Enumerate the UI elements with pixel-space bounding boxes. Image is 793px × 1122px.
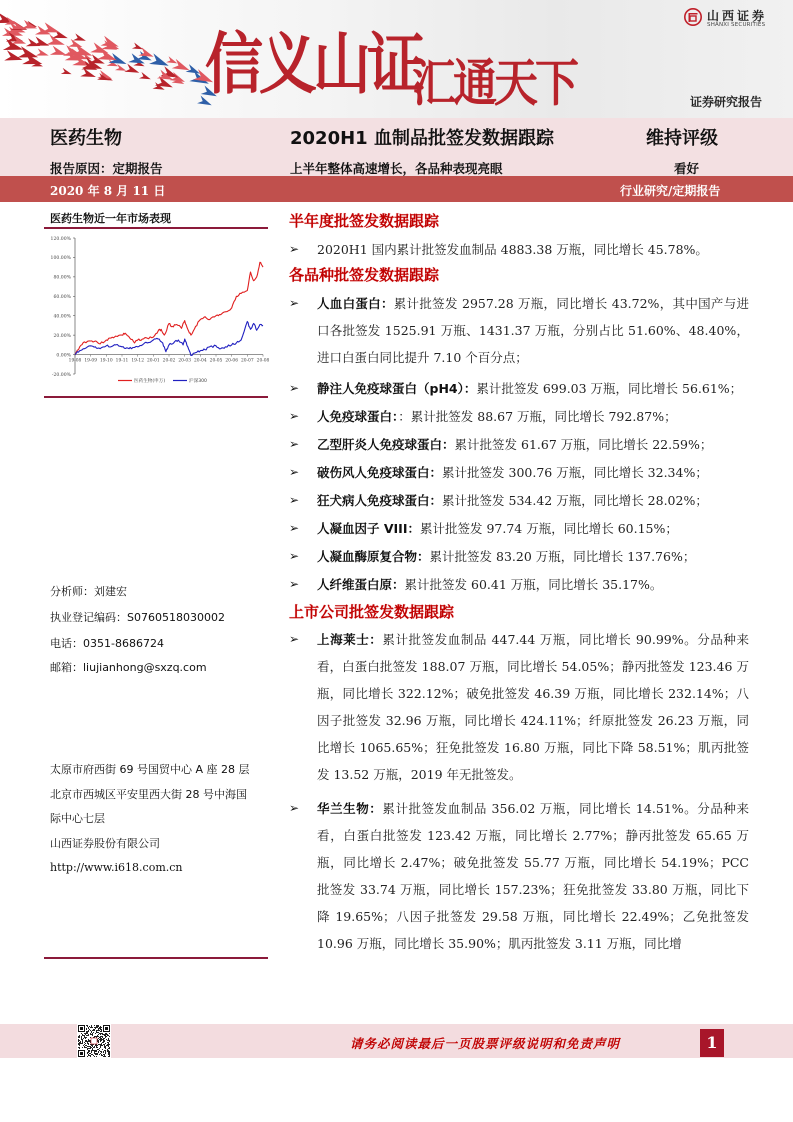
sector-name: 医药生物	[50, 128, 122, 149]
x-tick-label: 20-03	[178, 358, 192, 364]
arrow-mark	[50, 46, 68, 60]
x-tick-label: 20-07	[240, 358, 254, 364]
x-tick-label: 20-01	[146, 358, 160, 364]
list-item	[289, 236, 749, 263]
logo-mark-icon	[684, 8, 702, 26]
item-text: 累计批签发血制品 447.44 万瓶，同比增长 90.99%。分品种来看，白蛋白批签发 188.07 万瓶，同比增长 54.05%；静丙批签发 123.46 万瓶，同比增长 322.12%；破免批签发 46.39 万瓶，同比增长 232.14%；八因子批签发 32.96 万瓶，同比增长 424.11%；纤原批签发 26.23 万瓶，同比增长 1065.65%；狂免批签发 16.80 万瓶，同比下降 58.51%；肌丙批签发 13.52 万瓶，2019 年无批签发。	[317, 632, 749, 782]
x-tick-label: 19-12	[131, 358, 145, 364]
address-taiyuan: 太原市府西街 69 号国贸中心 A 座 28 层	[50, 763, 250, 776]
series-line-sector	[75, 262, 263, 354]
license-number: 执业登记编码：S0760518030002	[50, 611, 225, 624]
arrow-mark	[97, 70, 113, 83]
arrow-bullet-icon: ➢	[289, 632, 300, 646]
item-label: 人凝血酶原复合物：	[317, 549, 430, 564]
arrow-bullet-icon: ➢	[289, 521, 300, 535]
arrow-mark	[132, 43, 144, 53]
rating-value: 看好	[674, 161, 700, 176]
page-number: 1	[700, 1029, 724, 1057]
divider	[44, 396, 268, 398]
item-label: 乙型肝炎人免疫球蛋白：	[317, 437, 455, 452]
company-logo	[684, 6, 789, 32]
arrows-decoration	[0, 0, 230, 118]
item-label: 静注人免疫球蛋白（pH4）：	[317, 381, 477, 396]
divider	[44, 227, 268, 229]
doc-type: 行业研究/定期报告	[620, 184, 721, 198]
arrow-bullet-icon: ➢	[289, 242, 300, 256]
legend-label: 医药生物(申万)	[134, 379, 166, 384]
arrow-bullet-icon: ➢	[289, 801, 300, 815]
y-tick-label: 120.00%	[50, 236, 71, 242]
section-title: 上市公司批签发数据跟踪	[289, 603, 455, 621]
market-performance-chart	[38, 232, 270, 384]
x-tick-label: 20-04	[193, 358, 207, 364]
address-beijing-line2: 际中心七层	[50, 812, 105, 825]
list-item	[289, 515, 749, 542]
x-tick-label: 19-11	[115, 358, 129, 364]
item-label: 人免疫球蛋白：	[317, 409, 399, 424]
qr-code-icon[interactable]	[77, 1024, 111, 1058]
item-text: 累计批签发 61.67 万瓶，同比增长 22.59%；	[454, 437, 713, 452]
arrow-bullet-icon: ➢	[289, 549, 300, 563]
item-text: 2020H1 国内累计批签发血制品 4883.38 万瓶，同比增长 45.78%。	[317, 242, 708, 257]
x-tick-label: 20-08	[256, 358, 270, 364]
report-subtitle: 上半年整体高速增长，各品种表现亮眼	[290, 161, 503, 176]
item-text: 累计批签发血制品 356.02 万瓶，同比增长 14.51%。分品种来看，白蛋白批签发 123.42 万瓶，同比增长 2.77%；静丙批签发 65.65 万瓶，同比增长 2.47%；破免批签发 55.77 万瓶，同比增长 54.19%；PCC 批签发 33.74 万瓶，同比增长 157.23%；狂免批签发 33.80 万瓶，同比下降 19.65%；八因子批签发 29.58 万瓶，同比增长 22.49%；乙免批签发 10.96 万瓶，同比增长 35.90%；肌丙批签发 3.11 万瓶，同比增	[317, 801, 749, 951]
arrow-mark	[4, 50, 24, 65]
legend-label: 沪深300	[189, 379, 207, 384]
report-type-label: 证券研究报告	[690, 95, 763, 109]
item-text: 累计批签发 60.41 万瓶，同比增长 35.17%。	[404, 577, 663, 592]
y-tick-label: 80.00%	[53, 275, 71, 281]
divider	[44, 957, 268, 959]
item-label: 华兰生物：	[317, 801, 383, 816]
company-name: 山西证券股份有限公司	[50, 837, 160, 850]
x-tick-label: 20-05	[209, 358, 223, 364]
email: 邮箱：liujianhong@sxzq.com	[50, 661, 207, 674]
rating-title: 维持评级	[646, 128, 718, 149]
report-date: 2020 年 8 月 11 日	[50, 184, 166, 198]
y-tick-label: 60.00%	[53, 295, 71, 301]
item-text: ：累计批签发 88.67 万瓶，同比增长 792.87%；	[398, 409, 677, 424]
y-tick-label: 100.00%	[50, 256, 71, 262]
x-tick-label: 20-02	[162, 358, 176, 364]
arrow-bullet-icon: ➢	[289, 437, 300, 451]
slogan-part1: 信义山证	[205, 24, 422, 104]
report-title: 2020H1 血制品批签发数据跟踪	[290, 128, 554, 149]
list-item	[289, 290, 749, 371]
chart-title: 医药生物近一年市场表现	[50, 212, 171, 225]
section-title: 半年度批签发数据跟踪	[289, 212, 440, 230]
report-reason: 报告原因：定期报告	[50, 161, 163, 176]
list-item	[289, 375, 749, 402]
website-link[interactable]: http://www.i618.com.cn	[50, 861, 183, 874]
arrow-mark	[139, 72, 152, 82]
phone: 电话：0351-8686724	[50, 637, 164, 650]
list-item	[289, 403, 749, 430]
series-line-index	[75, 322, 263, 356]
item-text: 累计批签发 699.03 万瓶，同比增长 56.61%；	[476, 381, 743, 396]
list-item	[289, 459, 749, 486]
logo-text-cn: 山西证券	[707, 9, 768, 23]
list-item	[289, 431, 749, 458]
arrow-mark	[61, 68, 73, 77]
list-item	[289, 543, 749, 570]
list-item	[289, 571, 749, 598]
x-tick-label: 19-09	[84, 358, 98, 364]
item-label: 人纤维蛋白原：	[317, 577, 405, 592]
list-item	[289, 795, 749, 957]
item-text: 累计批签发 97.74 万瓶，同比增长 60.15%；	[419, 521, 678, 536]
item-text: 累计批签发 2957.28 万瓶，同比增长 43.72%，其中国产与进口各批签发 1525.91 万瓶、1431.37 万瓶，分别占比 51.60%、48.40%，进口白蛋白同比提升 7.10 个百分点；	[317, 296, 749, 365]
x-tick-label: 19-10	[99, 358, 113, 364]
arrow-bullet-icon: ➢	[289, 493, 300, 507]
item-label: 狂犬病人免疫球蛋白：	[317, 493, 443, 508]
logo-text-en: SHANXI SECURITIES	[707, 22, 766, 28]
arrow-bullet-icon: ➢	[289, 577, 300, 591]
arrow-bullet-icon: ➢	[289, 409, 300, 423]
section-title: 各品种批签发数据跟踪	[289, 266, 440, 284]
address-beijing-line1: 北京市西城区平安里西大街 28 号中海国	[50, 788, 247, 801]
arrow-bullet-icon: ➢	[289, 465, 300, 479]
item-label: 上海莱士：	[317, 632, 383, 647]
analyst-name: 分析师：刘建宏	[50, 585, 127, 598]
item-label: 破伤风人免疫球蛋白：	[317, 465, 443, 480]
list-item	[289, 487, 749, 514]
arrow-bullet-icon: ➢	[289, 296, 300, 310]
arrow-mark	[36, 48, 50, 59]
x-tick-label: 20-06	[225, 358, 239, 364]
y-tick-label: 20.00%	[53, 333, 71, 339]
disclaimer-notice: 请务必阅读最后一页股票评级说明和免责声明	[350, 1036, 621, 1051]
item-text: 累计批签发 300.76 万瓶，同比增长 32.34%；	[442, 465, 708, 480]
item-label: 人凝血因子 VIII：	[317, 521, 420, 536]
arrow-bullet-icon: ➢	[289, 381, 300, 395]
slogan-part2: 汇通天下	[412, 54, 576, 114]
arrow-mark	[80, 68, 97, 81]
y-tick-label: 40.00%	[53, 314, 71, 320]
item-text: 累计批签发 534.42 万瓶，同比增长 28.02%；	[442, 493, 708, 508]
list-item	[289, 626, 749, 788]
y-tick-label: -20.00%	[51, 372, 71, 378]
y-tick-label: 0.00%	[56, 353, 71, 359]
x-tick-label: 19-08	[68, 358, 82, 364]
item-text: 累计批签发 83.20 万瓶，同比增长 137.76%；	[429, 549, 696, 564]
item-label: 人血白蛋白：	[317, 296, 394, 311]
